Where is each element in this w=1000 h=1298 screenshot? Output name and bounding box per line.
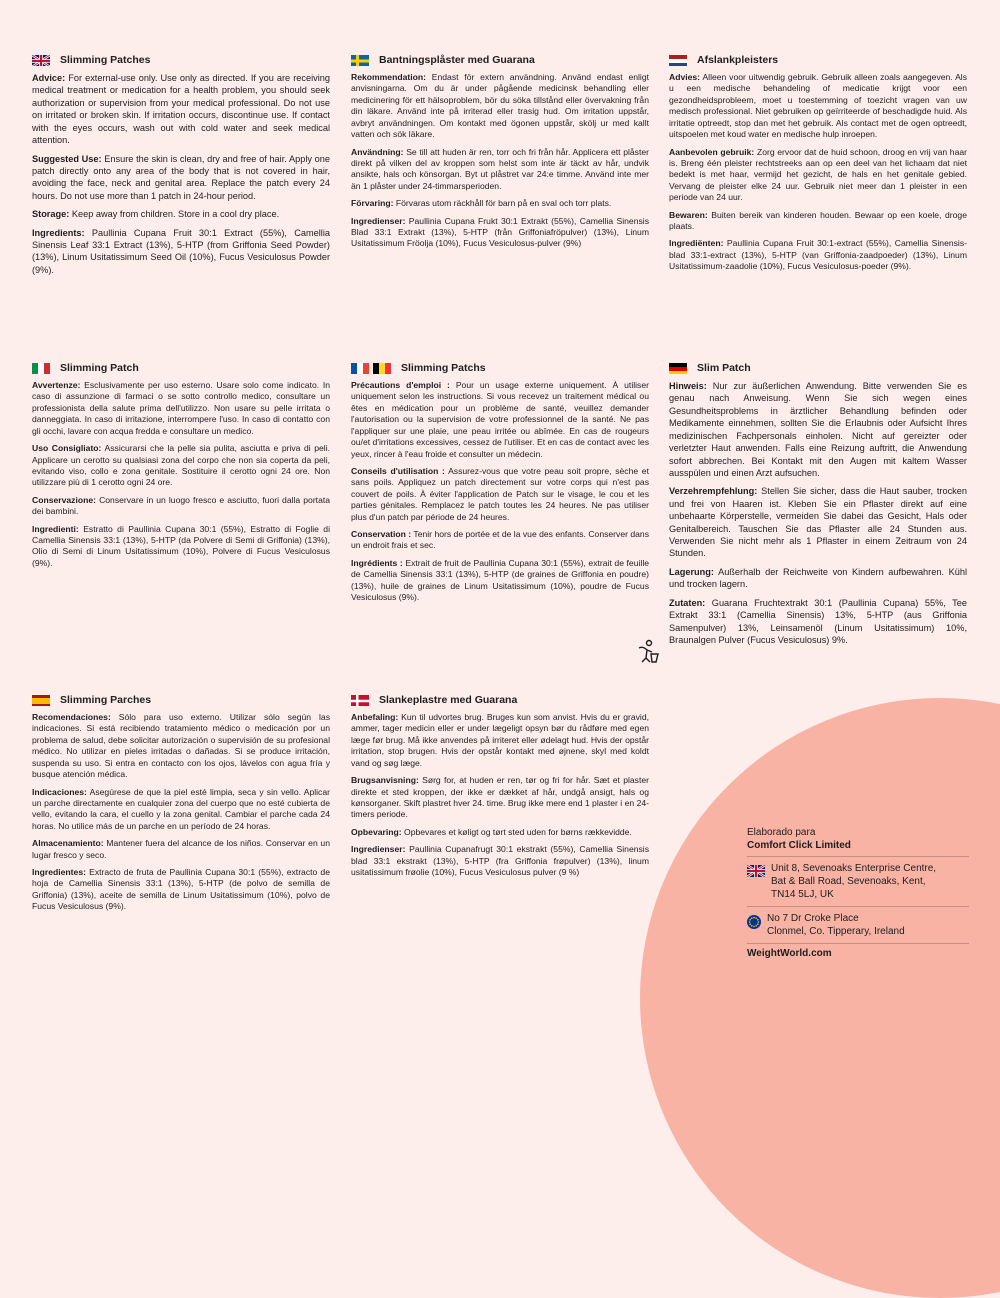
netherlands-flag-icon <box>669 54 687 66</box>
italy-flag-icon <box>32 362 50 374</box>
section-se <box>351 54 649 256</box>
ingredients-paragraph: Ingredients: Paullinia Cupana Fruit 30:1 Extract (55%), Camellia Sinensis Leaf 33:1 Extract (13%), 5-HTP (from Griffonia Seed Powder) (13%), Linum Usitatissimum Seed Oil (10%), Fucus Vesiculosus Powder (9%). <box>32 227 330 275</box>
eu-address: No 7 Dr Croke Place Clonmel, Co. Tipperary, Ireland <box>747 906 969 943</box>
made-for: Elaborado para Comfort Click Limited <box>747 827 851 851</box>
section-it <box>32 362 330 575</box>
section-title: Slimming Patchs <box>401 362 486 374</box>
section-header <box>32 54 330 66</box>
storage-paragraph: Conservation : Tenir hors de portée et de la vue des enfants. Conserver dans un endroit frais et sec. <box>351 529 650 551</box>
use-paragraph: Brugsanvisning: Sørg for, at huden er ren, tør og fri for hår. Sæt et plaster direkte et sted kroppen, der ikke er dækket af hår, undgå ansigt, hals og kønsorganer. Skift plastret hver 24. time. Brug ikke mere end 1 plaster i en 24-timers periode. <box>351 775 650 820</box>
uk-flag-icon <box>747 865 765 877</box>
section-header <box>669 362 967 374</box>
eu-flag-icon <box>747 915 761 929</box>
manufacturer-block <box>747 826 969 959</box>
section-header <box>351 54 649 66</box>
tidyman-recycle-icon <box>634 638 660 664</box>
website-link[interactable]: WeightWorld.com <box>747 943 969 959</box>
section-title: Slim Patch <box>697 362 751 374</box>
section-es <box>32 694 330 919</box>
section-title: Afslankpleisters <box>697 54 779 66</box>
ingredients-paragraph: Ingredienser: Paullinia Cupanafrugt 30:1 ekstrakt (55%), Camellia Sinensis blad 33:1 ekstrakt (13%), 5-HTP (fra Griffonia frøpulver) (13%), linum usitatissimum frøolie (10%), Fucus Vesiculosus pulver (9 %) <box>351 844 650 878</box>
section-header <box>32 694 330 706</box>
storage-paragraph: Opbevaring: Opbevares et køligt og tørt sted uden for børns rækkevidde. <box>351 826 632 837</box>
storage-paragraph: Conservazione: Conservare in un luogo fresco e asciutto, fuori dalla portata dei bambini. <box>32 494 331 517</box>
section-fr <box>351 362 649 610</box>
ingredients-paragraph: Ingredientes: Extracto de fruta de Paullinia Cupana 30:1 (55%), extracto de hoja de Camellia Sinensis 33:1 (13%), 5-HTP (de polvo de semilla de Griffonia) (13%), aceite de semilla de Linum Usitatissimum (10%), polvo de Fucus Vesiculosus (9%). <box>32 867 330 912</box>
use-paragraph: Suggested Use: Ensure the skin is clean, dry and free of hair. Apply one patch directly onto any area of the body that is not covered in hair, avoiding the face, neck and genital area. Replace the patch every 24 hours. Do not use more than 1 patch in 24-hour period. <box>32 153 330 201</box>
section-header <box>669 54 967 66</box>
section-de <box>669 362 967 652</box>
advice-paragraph: Anbefaling: Kun til udvortes brug. Bruges kun som anvist. Hvis du er gravid, ammer, tager medicin eller er under lægeligt opsyn bør du rådføre med egen læge før brug. Må ikke anvendes på irriteret eller ødelagt hud. Hvis der opstår irritation, stop brugen. Hvis der opstår kontakt med øjnene, skyl med koldt vand og søg læge. <box>351 712 649 768</box>
ingredients-paragraph: Ingredienser: Paullinia Cupana Frukt 30:1 Extrakt (55%), Camellia Sinensis Blad 33:1 Extrakt (13%), 5-HTP (från Griffoniafröpulver) (13%), Linum Usitatissimum Fröolja (10%), Fucus Vesiculosus-pulver (9%) <box>351 215 649 249</box>
use-paragraph: Verzehrempfehlung: Stellen Sie sicher, dass die Haut sauber, trocken und frei von Haaren ist. Kleben Sie ein Pflaster direkt auf eine unbehaarte Körperstelle, vermeiden Sie dabei das Gesicht, Hals oder Genitalbereich. Tauschen Sie das Pflaster alle 24 Stunden aus. Verwenden Sie nicht mehr als 1 Pflaster in einem Zeitraum von 24 Stunden. <box>669 486 967 559</box>
advice-paragraph: Rekommendation: Endast för extern användning. Använd endast enligt anvisningarna. Om du är under pågående medicinsk behandling eller medicinering för ett hälsoproblem, bör du söka tillstånd eller övervakning från din läkare. Använd inte på irriterad eller trasig hud. Om irritation uppstår, avbryt användningen. Om kontakt med ögonen uppstår, skölj ur med kallt vatten och sök läkare. <box>351 72 650 140</box>
advice-paragraph: Hinweis: Nur zur äußerlichen Anwendung. Bitte verwenden Sie es genau nach Anweisung. Wenn Sie sich wegen eines Gesundheitsproblems in ärztlicher Behandlung befinden oder Medikamente einnehmen, sollten Sie die Erlaubnis oder Aufsicht Ihres medizinischen Fachpersonals einholen. Nicht auf gereizter oder verletzter Haut anwenden. Falls eine Reizung auftritt, die Anwendung sofort abbrechen. Bei Kontakt mit den Augen mit kaltem Wasser ausspülen und einen Arzt aufsuchen. <box>669 381 967 478</box>
uk-address: Unit 8, Sevenoaks Enterprise Centre, Bat & Ball Road, Sevenoaks, Kent, TN14 5LJ, UK <box>747 856 969 906</box>
section-title: Slankeplastre med Guarana <box>379 694 518 706</box>
storage-paragraph: Förvaring: Förvaras utom räckhåll för barn på en sval och torr plats. <box>351 198 612 209</box>
company-name: Comfort Click Limited <box>747 840 851 851</box>
advice-paragraph: Recomendaciones: Sólo para uso externo. Utilizar sólo según las indicaciones. Si está recibiendo tratamiento médico o medicación por un problema de salud, debe solicitar autorización o supervisión de su profesional médico. No utilizar en pieles irritadas o dañadas. Si se produce irritación, suspenda su uso. Si entra en contacto con los ojos, lávelos con agua fría y busque atención médica. <box>32 712 330 780</box>
use-paragraph: Användning: Se till att huden är ren, torr och fri från hår. Applicera ett plåster direkt på vilken del av kroppen som helst som inte är täckt av hår, undvik ansikte, hals och könsorgan. Byt ut plåstret var 24:e timme. Använd inte mer än 1 plåster under 24-timmarsperioden. <box>351 146 649 191</box>
advice-paragraph: Précautions d'emploi : Pour un usage externe uniquement. À utiliser uniquement selon les instructions. Si vous recevez un traitement médical ou êtes en médication pour un problème de santé, veuillez demander l'autorisation ou la supervision de votre professionnel de la santé. Ne pas l'appliquer sur une plaie, une peau irritée ou abîmée. En cas de rougeurs ou/et d'irritations excessives, cessez de l'utiliser. Et en cas de contact avec les yeux, rincer à l'eau froide et consulter un médecin. <box>351 380 649 459</box>
section-header <box>351 362 649 374</box>
denmark-flag-icon <box>351 694 369 706</box>
section-dk <box>351 694 649 884</box>
storage-paragraph: Bewaren: Buiten bereik van kinderen houden. Bewaar op een koele, droge plaats. <box>669 209 967 232</box>
section-uk <box>32 54 330 282</box>
use-paragraph: Indicaciones: Asegúrese de que la piel esté limpia, seca y sin vello. Aplicar un parche directamente en cualquier zona del cuerpo que no esté cubierta de vello, evitando la cara, el cuello y la zona genital. Cambiar el parche cada 24 horas. No utilice más de un parche en un período de 24 horas. <box>32 786 330 831</box>
use-paragraph: Uso Consigliato: Assicurarsi che la pelle sia pulita, asciutta e priva di peli. Applicare un cerotto su qualsiasi zona del corpo che non sia coperta da peli, evitando viso, collo e zona genitale. Sostituire il cerotto ogni 24 ore. Non utilizzare più di 1 cerotto ogni 24 ore. <box>32 443 330 488</box>
ingredients-paragraph: Zutaten: Guarana Fruchtextrakt 30:1 (Paullinia Cupana) 55%, Tee Extrakt 33:1 (Camellia Sinensis) 13%, 5-HTP (aus Griffonia Samenpulver) 13%, Leinsamenöl (Linum Usitatissimum) 10%, Braunalgen Pulver (Fucus Vesiculosus) 9%. <box>669 597 967 646</box>
section-nl <box>669 54 967 279</box>
storage-paragraph: Almacenamiento: Mantener fuera del alcance de los niños. Conservar en un lugar fresco y seco. <box>32 838 330 860</box>
use-paragraph: Aanbevolen gebruik: Zorg ervoor dat de huid schoon, droog en vrij van haar is. Breng één pleister rechtstreeks aan op een deel van het lichaam dat niet bedekt is met haar, vermijd het gezicht, de hals en het genitale gebied. Vervang de pleister elke 24 uur. Gebruik niet meer dan 1 pleister in een periode van 24 uur. <box>669 146 968 203</box>
ingredients-paragraph: Ingrédients : Extrait de fruit de Paullinia Cupana 30:1 (55%), extrait de feuille de Camellia Sinensis 33:1 (13%), 5-HTP (de graines de Griffonia en poudre) (13%), huile de graines de Linum Usitatissimum (10%), poudre de Fucus Vesiculosus (9%). <box>351 557 650 603</box>
ingredients-paragraph: Ingrediënten: Paullinia Cupana Fruit 30:1-extract (55%), Camellia Sinensis-blad 33:1-extract (13%), 5-HTP (van Griffonia-zaadpoeder) (13%), Linum Usitatissimum-zaadolie (10%), Fucus Vesiculosus-poeder (9%). <box>669 238 967 272</box>
advice-paragraph: Advies: Alleen voor uitwendig gebruik. Gebruik alleen zoals aangegeven. Als u een medische behandeling of medicatie krijgt voor een gezondheidsprobleem, moet u toestemming of toezicht vragen van uw medisch professional. Niet gebruiken op geïrriteerde of beschadigde huid. Als irritatie optreedt, stop dan met het gebruik. Als contact met de ogen optreedt, uitspoelen met koud water en medische hulp inroepen. <box>669 72 968 140</box>
section-title: Bantningsplåster med Guarana <box>379 54 535 66</box>
decorative-circle <box>640 698 1000 1298</box>
section-title: Slimming Patch <box>60 362 139 374</box>
spain-flag-icon <box>32 694 50 706</box>
section-header <box>32 362 330 374</box>
ingredients-paragraph: Ingredienti: Estratto di Paullinia Cupana 30:1 (55%), Estratto di Foglie di Camellia Sinensis 33:1 (13%), 5-HTP (da Polvere di Semi di Griffonia) (13%), Olio di Semi di Linum Usitatissimum (10%), Polvere di Fucus Vesiculosus (9%). <box>32 523 330 568</box>
uk-flag-icon <box>32 54 50 66</box>
sweden-flag-icon <box>351 54 369 66</box>
use-paragraph: Conseils d'utilisation : Assurez-vous que votre peau soit propre, sèche et sans poils. Appliquez un patch directement sur votre corps qui n'est pas couvert de poils. À éviter l'application de Patch sur le visage, le cou et les parties génitales. Remplacez le patch toutes les 24 heures. Ne pas utiliser plus d'un patch par période de 24 heures. <box>351 465 649 522</box>
section-header <box>351 694 649 706</box>
section-title: Slimming Parches <box>60 694 152 706</box>
advice-paragraph: Avvertenze: Esclusivamente per uso esterno. Usare solo come indicato. In caso di assunzione di farmaci o se sotto controllo medico, consultare un professionista della salute prima dell'utilizzo. Non usare su pelle irritata o danneggiata. In caso di irritazione, interrompere l'uso. In caso di contatto con gli occhi, lavare con acqua fredda e consultare un medico. <box>32 380 331 436</box>
france-belgium-flag-icon <box>351 362 391 374</box>
germany-flag-icon <box>669 362 687 374</box>
storage-paragraph: Storage: Keep away from children. Store in a cool dry place. <box>32 209 280 220</box>
section-title: Slimming Patches <box>60 54 151 66</box>
advice-paragraph: Advice: For external-use only. Use only as directed. If you are receiving medical treatment or medication for a health problem, you should seek authorization or supervision from your medical professional. Do not use on irritated or broken skin. If irritation occurs, discontinue use. If contact with the eyes occurs, wash out with cold water and seek medical attention. <box>32 73 330 146</box>
storage-paragraph: Lagerung: Außerhalb der Reichweite von Kindern aufbewahren. Kühl und trocken lagern. <box>669 566 968 590</box>
